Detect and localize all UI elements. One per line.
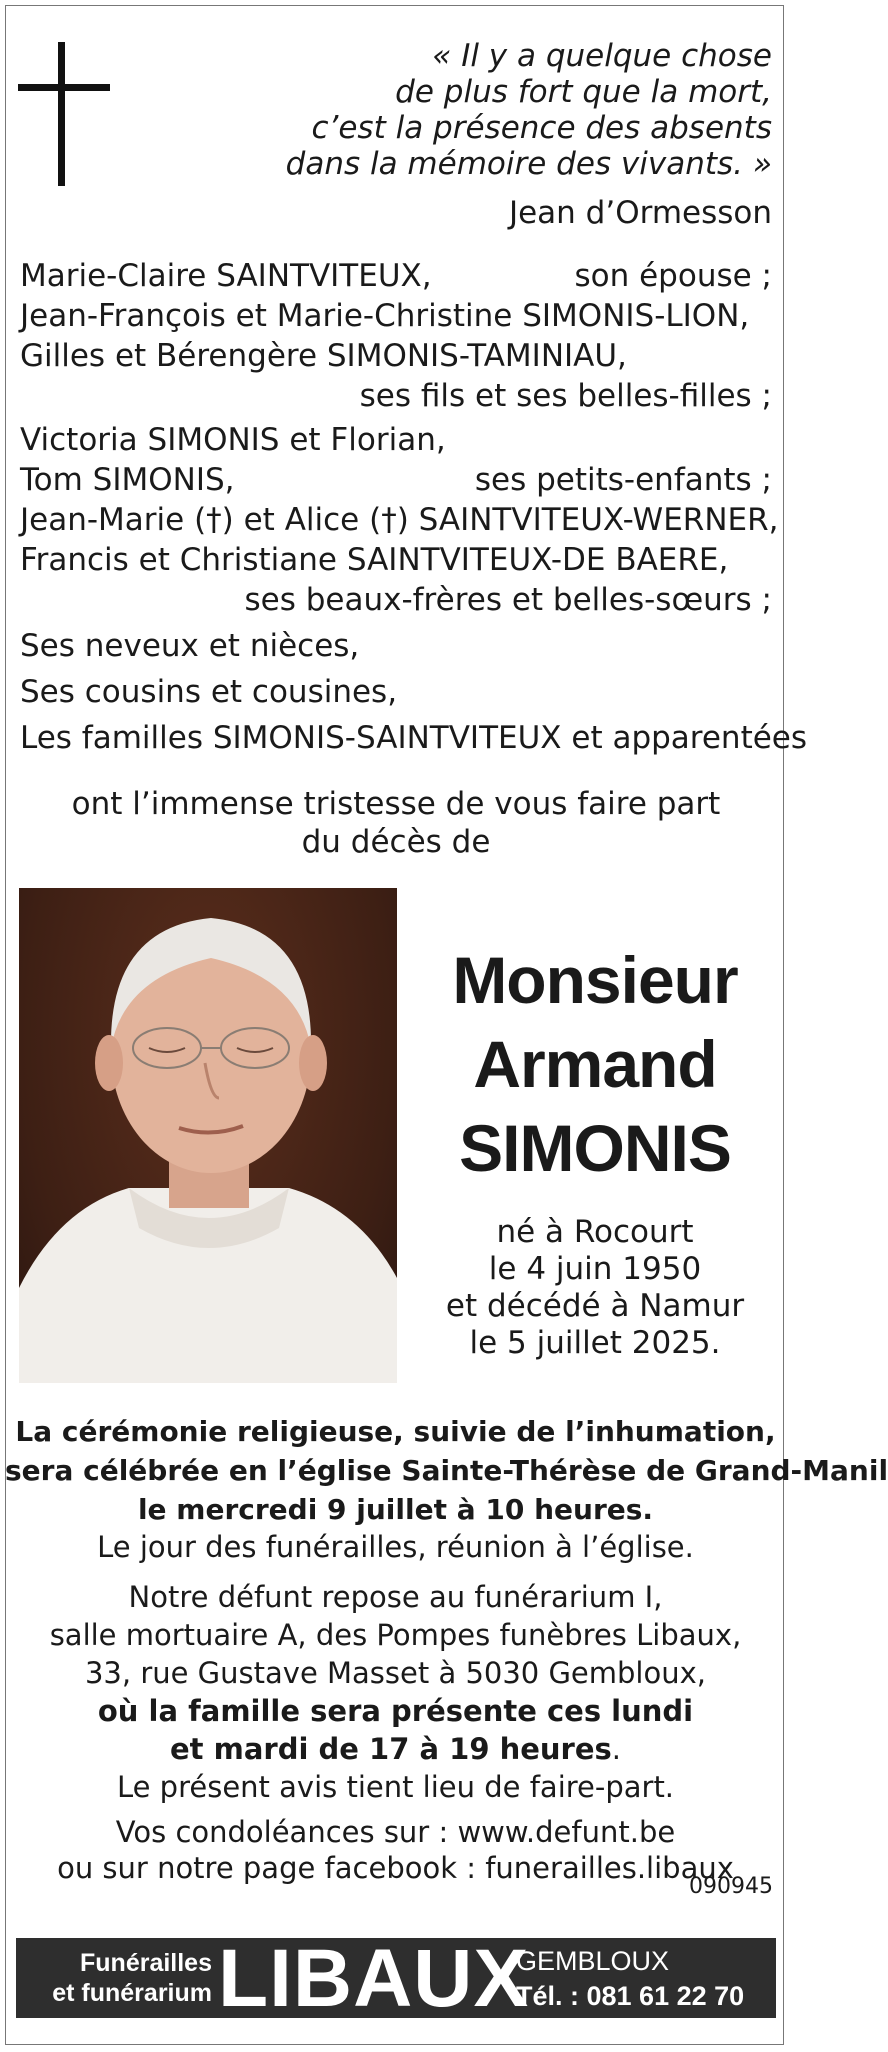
- deceased-first-name: Armand: [473, 1027, 717, 1101]
- family-list: [20, 256, 808, 758]
- other-line: Ses cousins et cousines,: [20, 674, 398, 710]
- presence-line: où la famille sera présente ces lundi: [97, 1694, 694, 1728]
- condolences-line: Vos condoléances sur : www.defunt.be: [115, 1815, 676, 1849]
- portrait-photo: [19, 888, 397, 1383]
- banner-line: Funérailles: [80, 1949, 212, 1977]
- brand-logo: LIBAUX: [218, 1933, 530, 2024]
- repose-line: 33, rue Gustave Masset à 5030 Gembloux,: [84, 1656, 706, 1690]
- grandchild-line: Victoria SIMONIS et Florian,: [20, 422, 446, 458]
- ceremony-line: sera célébrée en l’église Sainte-Thérèse de Grand-Manil: [5, 1454, 888, 1487]
- inlaw-line: Francis et Christiane SAINTVITEUX-DE BAERE,: [20, 542, 729, 578]
- presence-period: .: [611, 1732, 621, 1766]
- inlaw-line: Jean-Marie (†) et Alice (†) SAINTVITEUX-WERNER,: [20, 502, 779, 538]
- deceased-title: Monsieur: [452, 943, 738, 1017]
- quote-line: « Il y a quelque chose: [432, 38, 772, 74]
- deceased-dates: [410, 1214, 780, 1362]
- repose-block: [5, 1578, 786, 1768]
- presence-line: et mardi de 17 à 19 heures: [169, 1732, 612, 1766]
- banner-subtitle: [26, 1948, 212, 2008]
- banner-city: GEMBLOUX: [516, 1946, 670, 1976]
- spouse-name: Marie-Claire SAINTVITEUX,: [20, 258, 432, 294]
- inlaws-role: ses beaux-frères et belles-sœurs ;: [244, 582, 772, 618]
- grandchildren-role: ses petits-enfants ;: [474, 462, 772, 498]
- reference-number: 090945: [689, 1874, 773, 1899]
- date-line: le 5 juillet 2025.: [469, 1325, 721, 1361]
- condolences-line: ou sur notre page facebook : funerailles.libaux: [57, 1851, 734, 1885]
- funeral-home-banner: [16, 1933, 776, 2024]
- other-line: Ses neveux et nièces,: [20, 628, 360, 664]
- date-line: le 4 juin 1950: [488, 1251, 702, 1287]
- grandchild-line: Tom SIMONIS,: [20, 462, 235, 498]
- ceremony-line: le mercredi 9 juillet à 10 heures.: [137, 1493, 654, 1526]
- date-line: et décédé à Namur: [445, 1288, 745, 1324]
- sons-role: ses fils et ses belles-filles ;: [359, 378, 772, 414]
- ceremony-line: La cérémonie religieuse, suivie de l’inhumation,: [15, 1415, 776, 1448]
- date-line: né à Rocourt: [496, 1214, 694, 1250]
- son-line: Jean-François et Marie-Christine SIMONIS-LION,: [20, 298, 750, 334]
- other-line: Les familles SIMONIS-SAINTVITEUX et apparentées: [20, 720, 808, 756]
- repose-line: salle mortuaire A, des Pompes funèbres Libaux,: [49, 1618, 742, 1652]
- banner-line: et funérarium: [52, 1979, 212, 2007]
- cross-icon: [18, 42, 110, 186]
- notice-text: Le présent avis tient lieu de faire-part.: [116, 1770, 675, 1804]
- quote-line: de plus fort que la mort,: [395, 74, 772, 110]
- announcement-line: du décès de: [301, 824, 491, 860]
- banner-phone: Tél. : 081 61 22 70: [516, 1981, 745, 2011]
- quote-line: dans la mémoire des vivants. »: [285, 146, 772, 182]
- spouse-role: son épouse ;: [574, 258, 772, 294]
- announcement-line: ont l’immense tristesse de vous faire part: [71, 786, 721, 822]
- repose-line: Notre défunt repose au funérarium I,: [128, 1580, 663, 1614]
- condolences-block: [5, 1814, 786, 1886]
- ceremony-block: [5, 1412, 888, 1529]
- quote-author: Jean d’Ormesson: [508, 195, 772, 231]
- deceased-last-name: SIMONIS: [459, 1111, 731, 1185]
- son-line: Gilles et Bérengère SIMONIS-TAMINIAU,: [20, 338, 627, 374]
- quote-line: c’est la présence des absents: [311, 110, 772, 146]
- meeting-info: Le jour des funérailles, réunion à l’église.: [97, 1530, 694, 1564]
- quote: [150, 38, 772, 182]
